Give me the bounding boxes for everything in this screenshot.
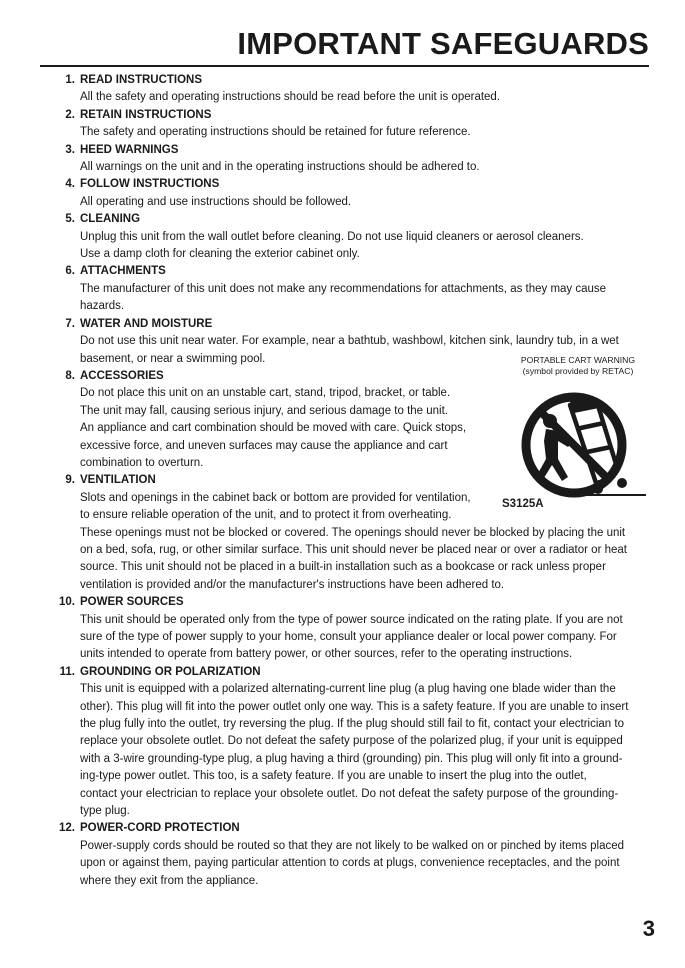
- safeguard-item: [48, 176, 648, 211]
- safeguard-title: READ INSTRUCTIONS: [80, 74, 203, 86]
- safeguard-title: VENTILATION: [80, 474, 156, 487]
- safeguard-heading: [48, 820, 648, 837]
- safeguard-text-line: on a bed, sofa, rug, or other similar surface. This unit should never be placed near or over a radiator or heat: [80, 543, 627, 556]
- safeguard-number: 9.: [65, 474, 75, 487]
- safeguard-title: CLEANING: [80, 213, 141, 226]
- safeguard-heading: [48, 176, 648, 193]
- safeguard-heading: [48, 594, 648, 611]
- safeguard-text-line: where they exit from the appliance.: [80, 874, 259, 887]
- safeguard-body: [48, 124, 648, 141]
- page-number: 3: [642, 916, 655, 941]
- safeguard-body: [48, 159, 648, 176]
- safeguard-title: RETAIN INSTRUCTIONS: [80, 108, 212, 121]
- safeguard-number: 4.: [65, 178, 75, 191]
- safeguard-body: [48, 612, 648, 664]
- safeguard-body: [48, 194, 648, 211]
- safeguard-text-line: ventilation is provided and/or the manufacturer's instructions have been adhered to.: [80, 578, 505, 591]
- safeguard-body: [48, 229, 648, 264]
- safeguard-text-line: source. This unit should not be placed in a built-in installation such as a bookcase or rack unless proper: [80, 561, 606, 574]
- safeguard-text-line: These openings must not be blocked or covered. The openings should never be blocked by placing the unit: [80, 526, 626, 539]
- safeguard-item: [48, 594, 648, 664]
- safeguard-item: [48, 820, 648, 890]
- safeguard-item: [48, 107, 648, 142]
- safeguard-title: WATER AND MOISTURE: [80, 317, 213, 330]
- safeguard-text-line: Do not place this unit on an unstable cart, stand, tripod, bracket, or table.: [80, 387, 451, 400]
- safeguard-item: [48, 263, 648, 315]
- safeguard-text-line: Power-supply cords should be routed so that they are not likely to be walked on or pinched by items placed: [80, 839, 625, 852]
- safeguard-text-line: sure of the type of power supply to your home, consult your appliance dealer or local power company. For: [80, 631, 617, 643]
- safeguard-item: [48, 142, 648, 177]
- safeguard-title: ACCESSORIES: [80, 369, 164, 382]
- safeguard-text-line: This unit should be operated only from the type of power source indicated on the rating plate. If you are not: [80, 613, 623, 626]
- safeguard-number: 6.: [65, 265, 75, 278]
- cart-warning-code: S3125A: [502, 498, 544, 510]
- safeguard-item: [48, 72, 648, 107]
- safeguard-number: 7.: [65, 317, 75, 330]
- safeguard-number: 2.: [65, 108, 75, 121]
- safeguard-text-line: units intended to operate from battery power, or other sources, refer to the operating instructions.: [80, 648, 573, 661]
- title-rule: [40, 65, 649, 67]
- safeguard-text-line: Use a damp cloth for cleaning the exterior cabinet only.: [80, 248, 360, 261]
- safeguard-text-line: to ensure reliable operation of the unit, and to protect it from overheating.: [80, 509, 452, 522]
- safeguard-text-line: ing-type power outlet. This too, is a safety feature. If you are unable to insert the plug into the outlet,: [80, 770, 587, 783]
- safeguard-body: [48, 490, 648, 594]
- safeguard-text-line: All operating and use instructions should be followed.: [80, 195, 352, 208]
- safeguard-text-line: replace your obsolete outlet. Do not defeat the safety purpose of the polarized plug, if your unit is equipped: [80, 735, 623, 748]
- safeguard-text-line: All the safety and operating instructions should be read before the unit is operated.: [80, 91, 501, 104]
- safeguard-text-line: An appliance and cart combination should be moved with care. Quick stops,: [80, 422, 467, 435]
- safeguard-body: [48, 89, 648, 106]
- safeguard-title: GROUNDING OR POLARIZATION: [80, 665, 261, 678]
- safeguard-number: 3.: [65, 143, 75, 156]
- safeguard-text-line: contact your electrician to replace your obsolete outlet. Do not defeat the safety purpose of the grounding-: [80, 787, 619, 800]
- safeguard-title: POWER-CORD PROTECTION: [80, 822, 240, 835]
- tipping-cart-prohibition-icon: [512, 385, 647, 503]
- cart-warning-caption-line2: (symbol provided by RETAC): [522, 366, 634, 376]
- safeguard-text-line: the plug fully into the outlet, try reversing the plug. If the plug should still fail to fit, contact your electrician to: [80, 718, 624, 731]
- page-title: IMPORTANT SAFEGUARDS: [237, 26, 649, 61]
- safeguard-heading: [48, 211, 648, 228]
- safeguard-text-line: type plug.: [80, 805, 130, 818]
- safeguard-text-line: hazards.: [80, 300, 125, 313]
- safeguard-heading: [48, 107, 648, 124]
- safeguard-text-line: The manufacturer of this unit does not make any recommendations for attachments, as they may cause: [80, 282, 607, 295]
- safeguard-heading: [48, 316, 648, 333]
- safeguard-text-line: Do not use this unit near water. For example, near a bathtub, washbowl, kitchen sink, laundry tub, in a wet: [80, 335, 619, 348]
- safeguard-number: 12.: [59, 822, 75, 835]
- safeguard-text-line: Slots and openings in the cabinet back or bottom are provided for ventilation,: [80, 491, 471, 504]
- safeguard-item: [48, 664, 648, 821]
- safeguard-text-line: This unit is equipped with a polarized alternating-current line plug (a plug having one blade wider than the: [80, 683, 616, 696]
- safeguard-text-line: upon or against them, paying particular attention to cords at plugs, convenience receptacles, and the point: [80, 857, 620, 870]
- safeguard-text-line: The unit may fall, causing serious injury, and serious damage to the unit.: [80, 404, 448, 417]
- safeguard-text-line: other). This plug will fit into the power outlet only one way. This is a safety feature. If you are unable to insert: [80, 700, 629, 713]
- safeguard-heading: [48, 72, 648, 89]
- safeguard-title: FOLLOW INSTRUCTIONS: [80, 178, 220, 191]
- safeguard-title: ATTACHMENTS: [80, 265, 166, 278]
- safeguard-heading: [48, 664, 648, 681]
- safeguard-text-line: The safety and operating instructions should be retained for future reference.: [80, 126, 471, 139]
- safeguard-item: [48, 211, 648, 263]
- safeguard-text-line: basement, or near a swimming pool.: [80, 352, 266, 365]
- safeguard-heading: [48, 142, 648, 159]
- safeguard-body: [48, 838, 648, 890]
- safeguard-number: 1.: [65, 74, 75, 86]
- safeguard-body: [48, 681, 648, 820]
- safeguard-number: 10.: [59, 596, 75, 609]
- safeguard-body: [48, 281, 648, 316]
- safeguard-number: 8.: [65, 369, 75, 382]
- safeguard-text-line: excessive force, and uneven surfaces may cause the appliance and cart: [80, 439, 448, 452]
- safeguard-title: HEED WARNINGS: [80, 143, 179, 156]
- safeguard-text-line: Unplug this unit from the wall outlet before cleaning. Do not use liquid cleaners or aerosol cleaners.: [80, 230, 584, 243]
- safeguard-text-line: All warnings on the unit and in the operating instructions should be adhered to.: [80, 161, 480, 174]
- safeguard-text-line: combination to overturn.: [80, 456, 204, 469]
- cart-warning-caption-line1: PORTABLE CART WARNING: [520, 355, 636, 365]
- safeguard-heading: [48, 263, 648, 280]
- cart-warning-caption: [508, 355, 648, 377]
- safeguard-number: 11.: [59, 665, 75, 678]
- safeguard-number: 5.: [65, 213, 75, 226]
- safeguard-title: POWER SOURCES: [80, 596, 184, 609]
- safeguard-text-line: with a 3-wire grounding-type plug, a plug having a third (grounding) pin. This plug will only fit into a ground-: [80, 752, 623, 765]
